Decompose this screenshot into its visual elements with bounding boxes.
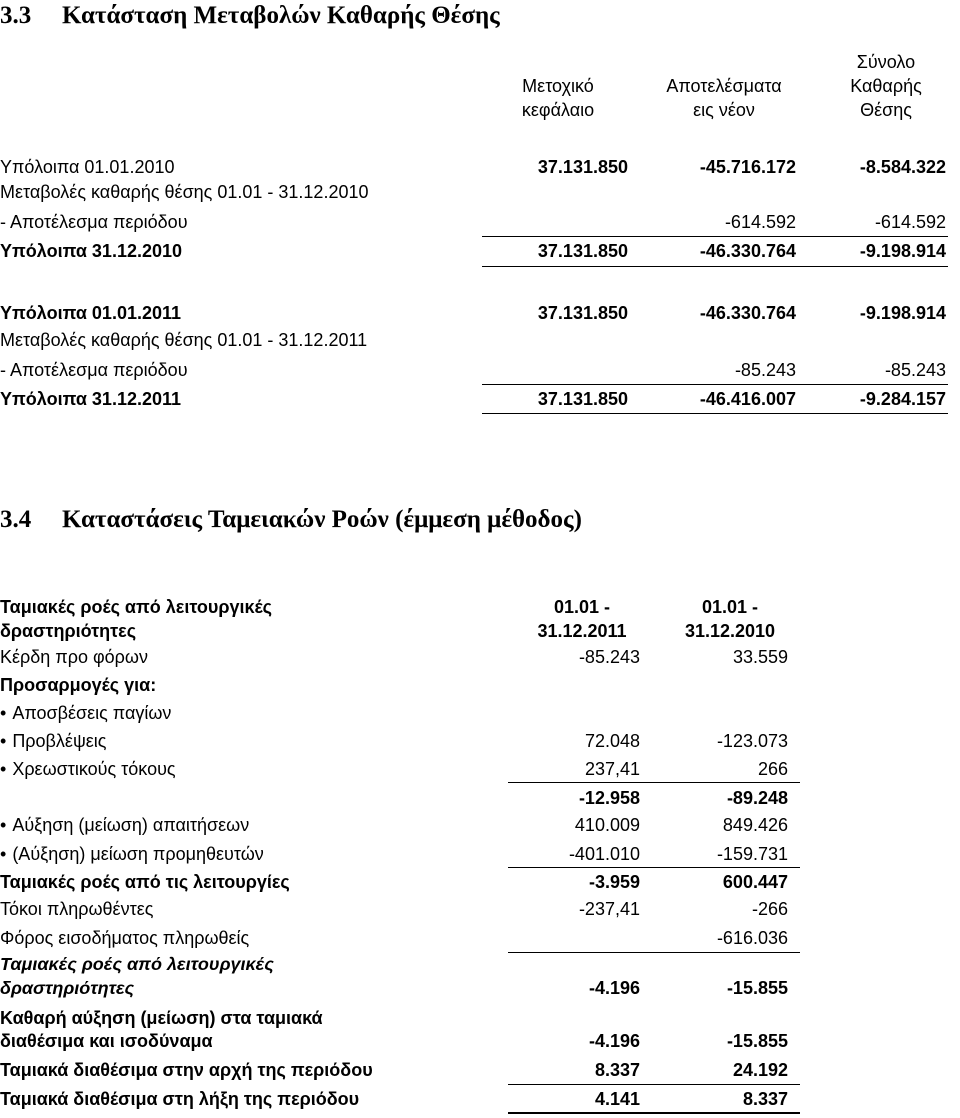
section-number: 3.3 [0,2,32,29]
row-total: -614.592 [874,212,946,232]
total-line [482,413,948,414]
row-total: -85.243 [884,360,946,380]
row-label: Ταμιακά διαθέσιμα στην αρχή της περιόδου [0,1060,373,1080]
cf-col-2011-2: 31.12.2011 [537,621,627,641]
row-label: • Χρεωστικούς τόκους [0,759,176,780]
row-share-capital: 37.131.850 [537,389,628,409]
row-2011: 72.048 [584,731,640,751]
row-2010: -123.073 [716,731,788,751]
row-label: • (Αύξηση) μείωση προμηθευτών [0,844,264,865]
row-2011: -401.010 [568,844,640,864]
section-title: Καταστάσεις Ταμειακών Ροών (έμμεση μέθοδος) [62,506,582,533]
row-2010: 8.337 [742,1089,788,1109]
col-header-retained-2: εις νέον [693,100,755,120]
row-2011: -237,41 [578,899,640,919]
row-total: -8.584.322 [859,157,946,177]
row-label: Υπόλοιπα 31.12.2010 [0,241,183,261]
row-total: -9.198.914 [859,241,946,261]
row-2010: 266 [757,759,788,779]
row-retained: -85.243 [734,360,796,380]
subtotal-line [508,867,800,868]
row-label: Φόρος εισοδήματος πληρωθείς [0,928,250,948]
col-header-total-equity-2: Καθαρής [850,76,922,96]
row-label: Μεταβολές καθαρής θέσης 01.01 - 31.12.2010 [0,182,369,202]
col-header-total-equity-1: Σύνολο [856,52,916,72]
row-label: • Αποσβέσεις παγίων [0,703,171,724]
row-2010: -266 [751,899,788,919]
row-label-line-2: διαθέσιμα και ισοδύναμα [0,1031,213,1051]
row-2010: 33.559 [732,647,788,667]
row-label: - Αποτέλεσμα περιόδου [0,360,188,380]
row-label: Τόκοι πληρωθέντες [0,899,154,919]
subtotal-line [482,236,948,237]
subtotal-line [508,952,800,953]
row-share-capital: 37.131.850 [537,157,628,177]
row-label: Υπόλοιπα 01.01.2011 [0,303,182,323]
row-retained: -46.416.007 [699,389,796,409]
total-line [508,1112,800,1114]
row-label: Προσαρμογές για: [0,675,157,695]
row-2011: 410.009 [574,815,640,835]
row-2011: 4.141 [594,1089,640,1109]
row-total: -9.198.914 [859,303,946,323]
row-2010: 24.192 [732,1060,788,1080]
row-retained: -46.330.764 [699,303,796,323]
row-2010: -15.855 [726,1031,788,1051]
row-label-line-2: δραστηριότητες [0,978,135,998]
row-label-line-1: Ταμιακές ροές από λειτουργικές [0,954,274,974]
row-2011: -85.243 [578,647,640,667]
row-2011: -3.959 [588,872,640,892]
cf-header-label-1: Ταμιακές ροές από λειτουργικές [0,597,273,617]
row-2011: -4.196 [588,1031,640,1051]
row-2011: 237,41 [584,759,640,779]
row-label: • Προβλέψεις [0,731,106,752]
subtotal-line [508,1084,800,1085]
row-retained: -614.592 [724,212,796,232]
cf-col-2010-2: 31.12.2010 [684,621,776,641]
row-2010: -89.248 [726,788,788,808]
col-header-share-capital-2: κεφάλαιο [521,100,595,120]
row-2011: -4.196 [588,978,640,998]
row-label: Κέρδη προ φόρων [0,647,148,667]
row-label: Ταμιακά διαθέσιμα στη λήξη της περιόδου [0,1089,360,1109]
row-label: Υπόλοιπα 31.12.2011 [0,389,182,409]
row-label: • Αύξηση (μείωση) απαιτήσεων [0,815,249,836]
row-2011: -12.958 [578,788,640,808]
row-2010: -159.731 [716,844,788,864]
col-header-share-capital-1: Μετοχικό [522,76,594,96]
row-label: Ταμιακές ροές από τις λειτουργίες [0,872,290,892]
subtotal-line [482,384,948,385]
section-number: 3.4 [0,506,32,533]
row-share-capital: 37.131.850 [537,303,628,323]
section-3-3-heading [0,2,500,30]
row-2010: -616.036 [716,928,788,948]
row-retained: -45.716.172 [699,157,796,177]
cf-header-label-2: δραστηριότητες [0,621,137,641]
cf-col-2010-1: 01.01 - [701,597,759,617]
col-header-retained-1: Αποτελέσματα [666,76,782,96]
row-total: -9.284.157 [859,389,946,409]
row-retained: -46.330.764 [699,241,796,261]
row-label: - Αποτέλεσμα περιόδου [0,212,188,232]
section-title: Κατάσταση Μεταβολών Καθαρής Θέσης [62,2,500,29]
row-2010: 600.447 [722,872,788,892]
row-2010: -15.855 [726,978,788,998]
total-line [482,266,948,267]
row-label: Μεταβολές καθαρής θέσης 01.01 - 31.12.2011 [0,330,368,350]
row-label-line-1: Καθαρή αύξηση (μείωση) στα ταμιακά [0,1008,323,1028]
row-label: Υπόλοιπα 01.01.2010 [0,157,175,177]
cf-col-2011-1: 01.01 - [553,597,611,617]
subtotal-line [508,782,800,783]
col-header-total-equity-3: Θέσης [860,100,912,120]
row-2010: 849.426 [722,815,788,835]
row-share-capital: 37.131.850 [537,241,628,261]
section-3-4-heading [0,506,582,534]
row-2011: 8.337 [594,1060,640,1080]
